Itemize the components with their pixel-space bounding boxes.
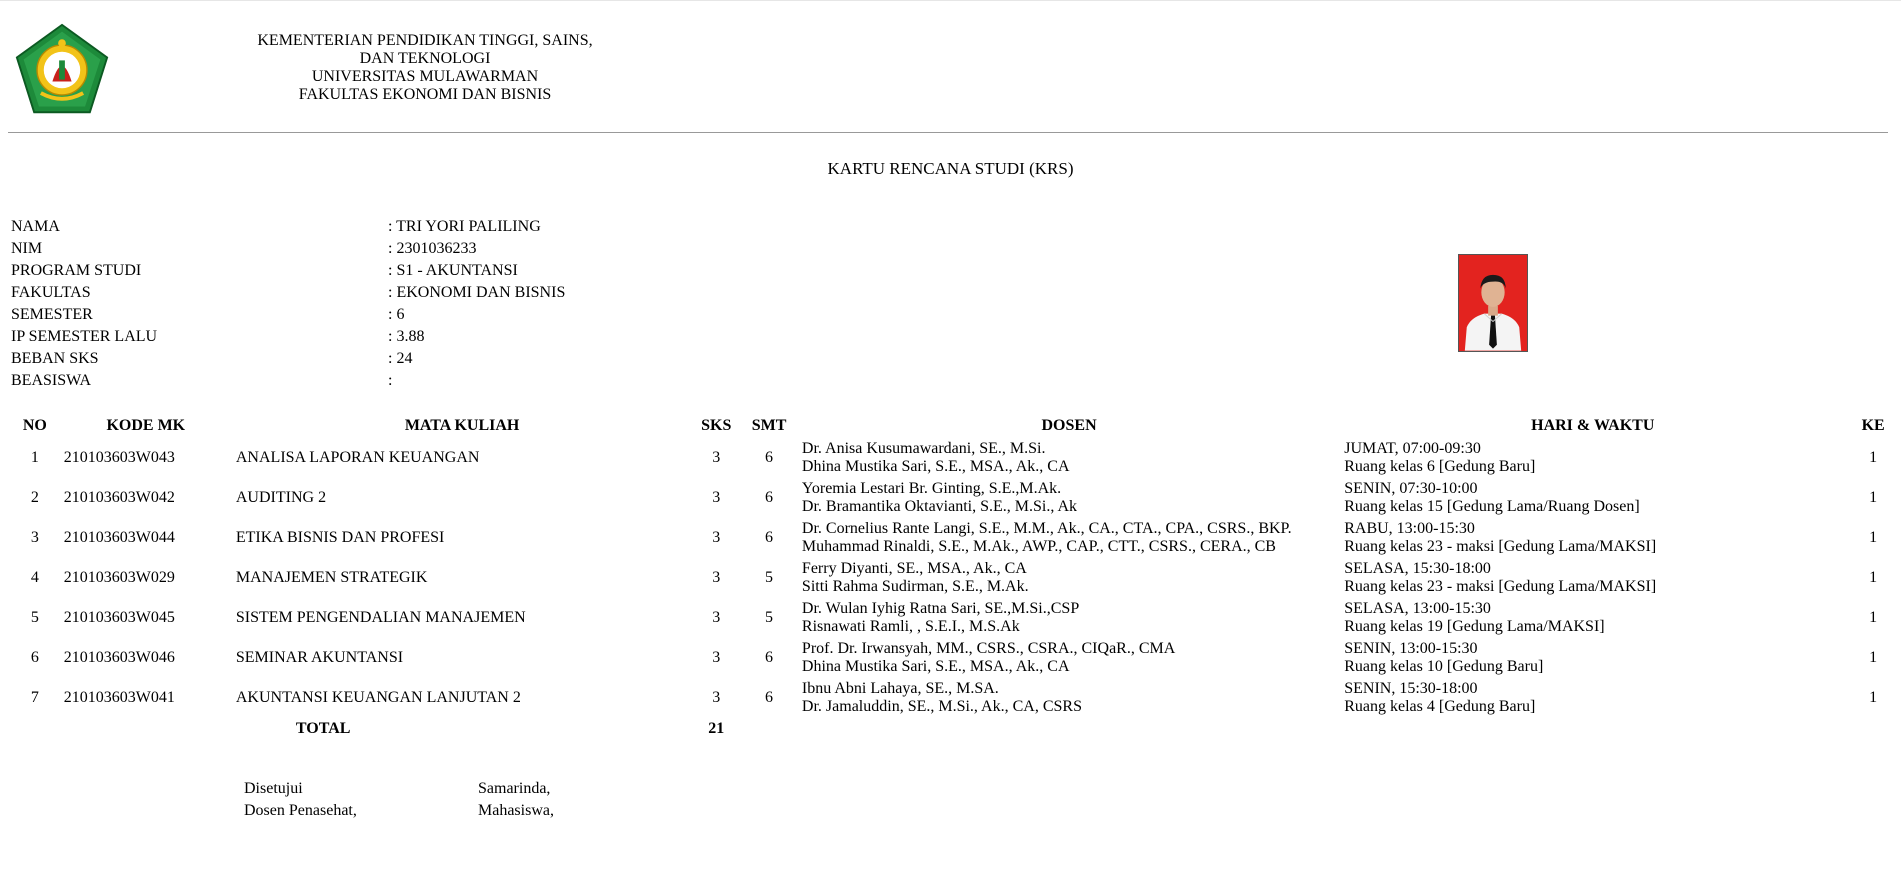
schedule-room: Ruang kelas 10 [Gedung Baru]: [1344, 658, 1544, 675]
cell-smt: 6: [765, 649, 774, 666]
cell-hari-waktu: [1340, 638, 1845, 678]
cell-ke: 1: [1869, 449, 1878, 466]
cell-smt: 5: [765, 609, 774, 626]
signature-advisor: [244, 778, 357, 822]
cell-dosen: [798, 518, 1340, 558]
institution-header: [200, 32, 650, 104]
cell-mata-kuliah: ANALISA LAPORAN KEUANGAN: [235, 449, 480, 466]
cell-hari-waktu: [1340, 438, 1845, 478]
total-row: [10, 718, 1901, 740]
cell-kode-mk: 210103603W045: [63, 609, 175, 626]
info-label: IP SEMESTER LALU: [11, 328, 158, 345]
schedule-room: Ruang kelas 6 [Gedung Baru]: [1344, 458, 1536, 475]
cell-ke: 1: [1869, 689, 1878, 706]
institution-line-2: DAN TEKNOLOGI: [359, 50, 491, 67]
cell-hari-waktu: [1340, 478, 1845, 518]
dosen-1: Dr. Cornelius Rante Langi, S.E., M.M., Ak., CA., CTA., CPA., CSRS., BKP.: [801, 520, 1292, 537]
info-value: :: [388, 372, 393, 389]
col-header-hari-waktu: HARI & WAKTU: [1531, 417, 1655, 434]
table-row: [10, 438, 1901, 478]
institution-line-1: KEMENTERIAN PENDIDIKAN TINGGI, SAINS,: [257, 32, 593, 49]
info-value: : TRI YORI PALILING: [388, 218, 541, 235]
signature-student: [478, 778, 554, 822]
dosen-1: Ferry Diyanti, SE., MSA., Ak., CA: [801, 560, 1027, 577]
cell-mata-kuliah: MANAJEMEN STRATEGIK: [235, 569, 428, 586]
info-label: SEMESTER: [11, 306, 93, 323]
table-row: [10, 518, 1901, 558]
top-border: [0, 0, 1901, 1]
col-header-smt: SMT: [751, 417, 787, 434]
cell-ke: 1: [1869, 529, 1878, 546]
dosen-1: Dr. Anisa Kusumawardani, SE., M.Si.: [801, 440, 1046, 457]
signature-advisor-line-1: Disetujui: [244, 780, 303, 797]
cell-kode-mk: 210103603W046: [63, 649, 175, 666]
document-title: KARTU RENCANA STUDI (KRS): [827, 159, 1074, 178]
dosen-2: Dhina Mustika Sari, S.E., MSA., Ak., CA: [801, 458, 1070, 475]
cell-hari-waktu: [1340, 598, 1845, 638]
cell-sks: 3: [712, 569, 721, 586]
cell-ke: 1: [1869, 569, 1878, 586]
schedule-time: RABU, 13:00-15:30: [1344, 520, 1475, 537]
institution-line-3: UNIVERSITAS MULAWARMAN: [311, 68, 539, 85]
cell-sks: 3: [712, 689, 721, 706]
cell-dosen: [798, 438, 1340, 478]
cell-smt: 6: [765, 529, 774, 546]
cell-no: 7: [30, 689, 39, 706]
student-photo: [1458, 254, 1528, 352]
schedule-room: Ruang kelas 15 [Gedung Lama/Ruang Dosen]: [1344, 498, 1640, 515]
dosen-2: Risnawati Ramli, , S.E.I., M.S.Ak: [801, 618, 1020, 635]
cell-hari-waktu: [1340, 518, 1845, 558]
info-value: : 24: [388, 350, 413, 367]
dosen-2: Sitti Rahma Sudirman, S.E., M.Ak.: [801, 578, 1029, 595]
dosen-2: Muhammad Rinaldi, S.E., M.Ak., AWP., CAP., CTT., CSRS., CERA., CB: [801, 538, 1276, 555]
cell-no: 4: [30, 569, 39, 586]
schedule-time: SENIN, 07:30-10:00: [1344, 480, 1478, 497]
signature-student-line-2: Mahasiswa,: [478, 802, 554, 819]
col-header-kode-mk: KODE MK: [106, 417, 186, 434]
total-spacer: [740, 718, 1901, 740]
dosen-1: Dr. Wulan Iyhig Ratna Sari, SE.,M.Si.,CSP: [801, 600, 1080, 617]
cell-dosen: [798, 678, 1340, 718]
table-row: [10, 638, 1901, 678]
cell-smt: 6: [765, 449, 774, 466]
info-value: : EKONOMI DAN BISNIS: [388, 284, 566, 301]
info-value: : 3.88: [388, 328, 425, 345]
cell-sks: 3: [712, 609, 721, 626]
cell-kode-mk: 210103603W029: [63, 569, 175, 586]
info-label: NAMA: [11, 218, 60, 235]
info-label: NIM: [11, 240, 43, 257]
table-row: [10, 598, 1901, 638]
info-value: : 2301036233: [388, 240, 477, 257]
cell-dosen: [798, 598, 1340, 638]
dosen-2: Dhina Mustika Sari, S.E., MSA., Ak., CA: [801, 658, 1070, 675]
cell-ke: 1: [1869, 489, 1878, 506]
info-label: PROGRAM STUDI: [11, 262, 142, 279]
cell-dosen: [798, 478, 1340, 518]
cell-no: 5: [30, 609, 39, 626]
table-header-row: [10, 414, 1901, 438]
cell-no: 3: [30, 529, 39, 546]
cell-hari-waktu: [1340, 558, 1845, 598]
schedule-room: Ruang kelas 23 - maksi [Gedung Lama/MAKSI]: [1344, 578, 1657, 595]
cell-sks: 3: [712, 529, 721, 546]
schedule-time: SENIN, 13:00-15:30: [1344, 640, 1478, 657]
total-label: TOTAL: [295, 720, 351, 737]
dosen-2: Dr. Jamaluddin, SE., M.Si., Ak., CA, CSRS: [801, 698, 1082, 715]
cell-sks: 3: [712, 489, 721, 506]
cell-kode-mk: 210103603W044: [63, 529, 175, 546]
cell-smt: 6: [765, 689, 774, 706]
col-header-ke: KE: [1861, 417, 1885, 434]
schedule-time: SENIN, 15:30-18:00: [1344, 680, 1478, 697]
col-header-dosen: DOSEN: [1041, 417, 1097, 434]
table-row: [10, 678, 1901, 718]
info-value: : S1 - AKUNTANSI: [388, 262, 518, 279]
schedule-room: Ruang kelas 23 - maksi [Gedung Lama/MAKSI]: [1344, 538, 1657, 555]
cell-kode-mk: 210103603W042: [63, 489, 175, 506]
cell-ke: 1: [1869, 649, 1878, 666]
cell-mata-kuliah: SISTEM PENGENDALIAN MANAJEMEN: [235, 609, 526, 626]
cell-no: 6: [30, 649, 39, 666]
cell-sks: 3: [712, 449, 721, 466]
dosen-2: Dr. Bramantika Oktavianti, S.E., M.Si., Ak: [801, 498, 1078, 515]
cell-hari-waktu: [1340, 678, 1845, 718]
schedule-room: Ruang kelas 19 [Gedung Lama/MAKSI]: [1344, 618, 1605, 635]
cell-mata-kuliah: ETIKA BISNIS DAN PROFESI: [235, 529, 445, 546]
info-label: FAKULTAS: [11, 284, 91, 301]
cell-sks: 3: [712, 649, 721, 666]
university-crest-icon: [14, 22, 110, 118]
header-divider: [8, 132, 1888, 133]
cell-mata-kuliah: AUDITING 2: [235, 489, 327, 506]
col-header-mata-kuliah: MATA KULIAH: [404, 417, 520, 434]
cell-no: 1: [30, 449, 39, 466]
dosen-1: Yoremia Lestari Br. Ginting, S.E.,M.Ak.: [801, 480, 1062, 497]
table-row: [10, 478, 1901, 518]
info-label: BEBAN SKS: [11, 350, 99, 367]
table-row: [10, 558, 1901, 598]
cell-ke: 1: [1869, 609, 1878, 626]
cell-dosen: [798, 558, 1340, 598]
total-sks: 21: [708, 720, 725, 737]
info-value: : 6: [388, 306, 405, 323]
signature-student-line-1: Samarinda,: [478, 780, 551, 797]
schedule-time: SELASA, 15:30-18:00: [1344, 560, 1491, 577]
cell-mata-kuliah: SEMINAR AKUNTANSI: [235, 649, 404, 666]
schedule-time: JUMAT, 07:00-09:30: [1344, 440, 1481, 457]
course-table: [10, 414, 1901, 740]
signature-advisor-line-2: Dosen Penasehat,: [244, 802, 357, 819]
col-header-no: NO: [22, 417, 47, 434]
schedule-time: SELASA, 13:00-15:30: [1344, 600, 1491, 617]
cell-smt: 5: [765, 569, 774, 586]
schedule-room: Ruang kelas 4 [Gedung Baru]: [1344, 698, 1536, 715]
dosen-1: Ibnu Abni Lahaya, SE., M.SA.: [801, 680, 999, 697]
institution-line-4: FAKULTAS EKONOMI DAN BISNIS: [298, 86, 552, 103]
cell-smt: 6: [765, 489, 774, 506]
cell-mata-kuliah: AKUNTANSI KEUANGAN LANJUTAN 2: [235, 689, 521, 706]
info-label: BEASISWA: [11, 372, 92, 389]
cell-no: 2: [30, 489, 39, 506]
cell-kode-mk: 210103603W043: [63, 449, 175, 466]
dosen-1: Prof. Dr. Irwansyah, MM., CSRS., CSRA., CIQaR., CMA: [801, 640, 1176, 657]
cell-dosen: [798, 638, 1340, 678]
cell-kode-mk: 210103603W041: [63, 689, 175, 706]
col-header-sks: SKS: [701, 417, 732, 434]
